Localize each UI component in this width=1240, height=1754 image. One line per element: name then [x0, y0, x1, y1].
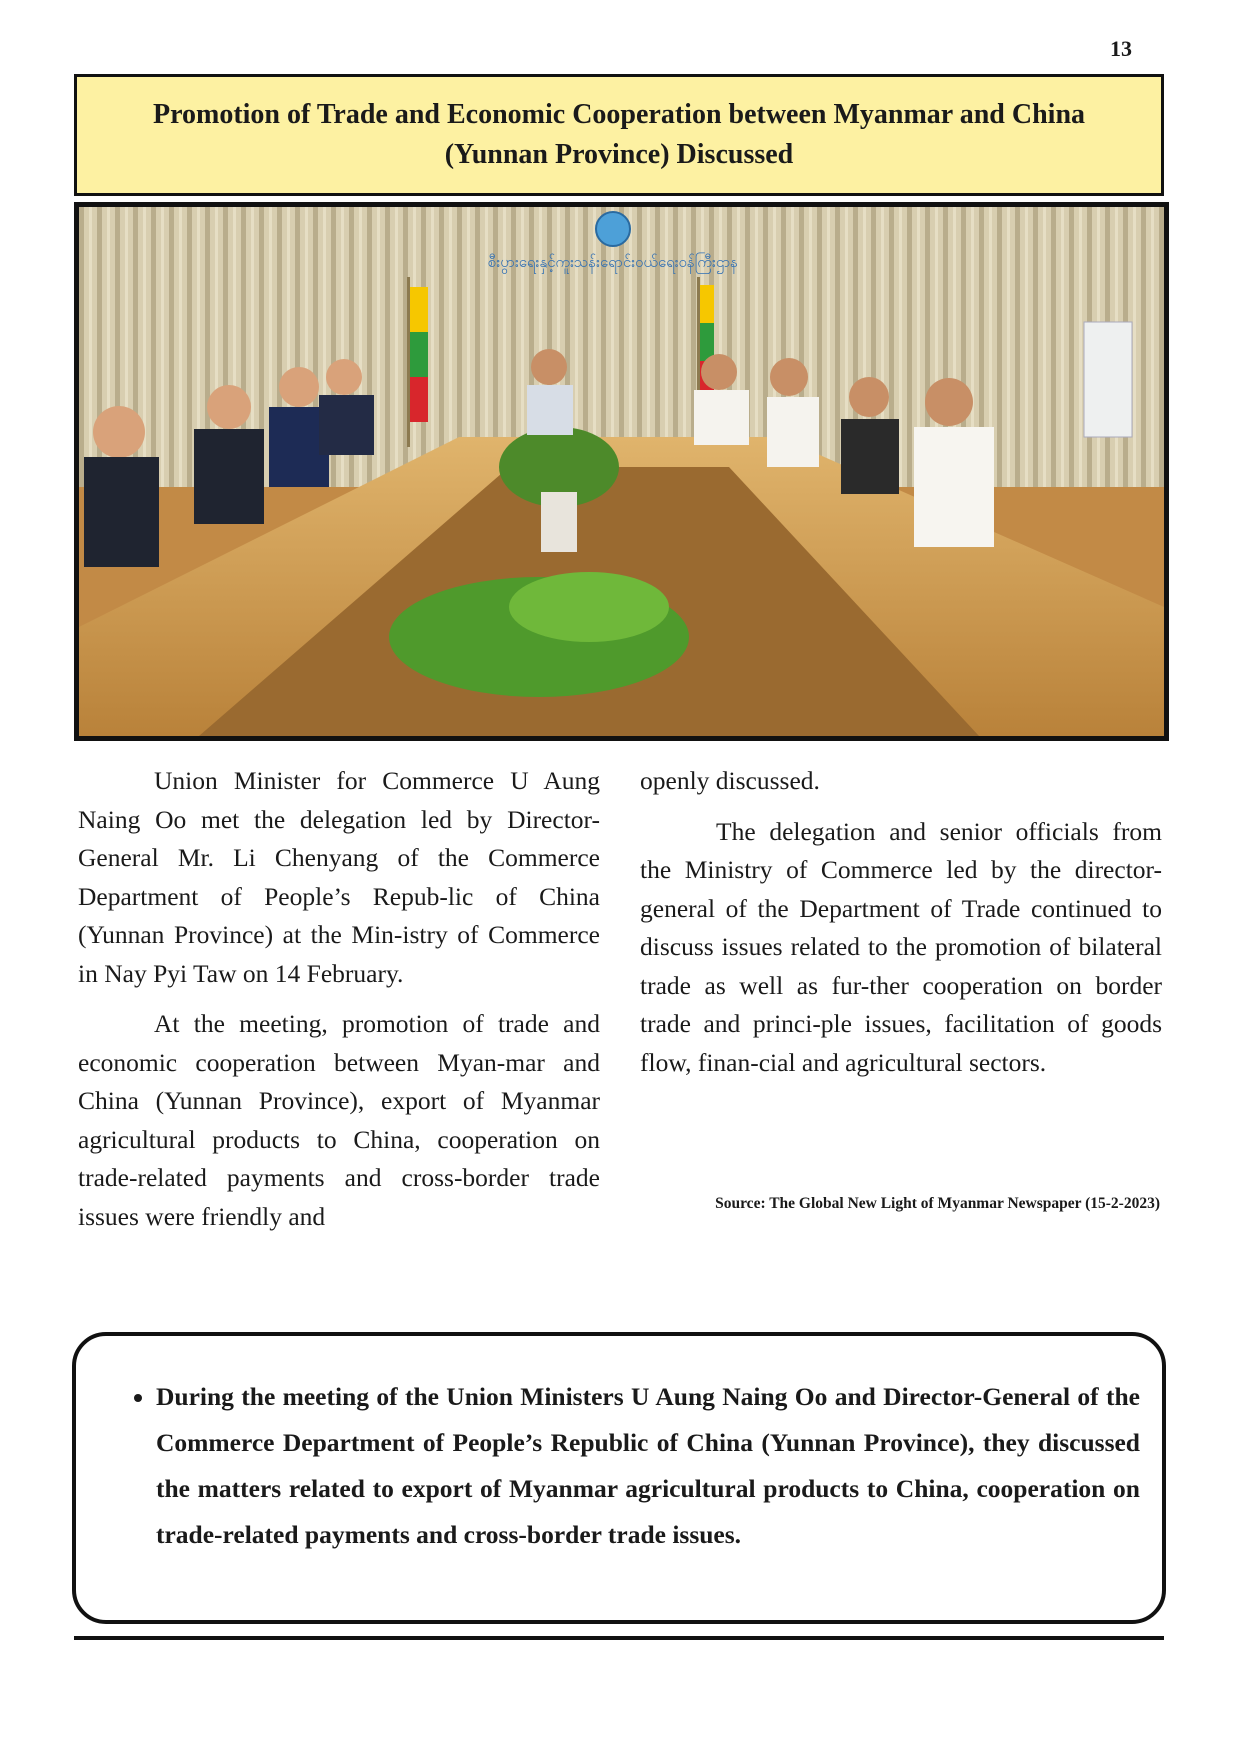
- article-title-box: [74, 74, 1164, 196]
- bottom-divider: [74, 1636, 1164, 1640]
- summary-list: [98, 1374, 1140, 1558]
- article-left-column: [78, 762, 600, 1248]
- article-paragraph-1: Union Minister for Commerce U Aung Naing Oo met the delegation led by Director-General Mr. Li Chenyang of the Commerce Department of People’s Repub-lic of China (Yunnan Province) at the Min-istry of Commerce in Nay Pyi Taw on 14 February.: [78, 766, 600, 988]
- article-right-column: [640, 762, 1162, 1094]
- article-source: Source: The Global New Light of Myanmar Newspaper (15-2-2023): [715, 1195, 1160, 1212]
- article-paragraph-2-continued: openly discussed.: [640, 766, 820, 795]
- summary-box: [72, 1332, 1166, 1624]
- myanmar-flag-left: [407, 277, 428, 447]
- air-conditioner: [1084, 322, 1132, 437]
- summary-bullet: • During the meeting of the Union Ministers U Aung Naing Oo and Director-General of the Commerce Department of People’s Republic of China (Yunnan Province), they discussed the matters related to export of Myanmar agricultural products to China, cooperation on trade-related payments and cross-border trade issues.: [156, 1374, 1140, 1558]
- meeting-photo: [74, 202, 1169, 741]
- page-number: 13: [1110, 36, 1132, 61]
- union-minister: [527, 349, 573, 435]
- ministry-banner-text: စီးပွားရေးနှင့်ကူးသန်းရောင်းဝယ်ရေးဝန်ကြီးဌာန: [487, 253, 739, 271]
- ministry-emblem-icon: [596, 212, 630, 246]
- article-title: [153, 95, 1085, 175]
- article-title-line-1: Promotion of Trade and Economic Cooperation between Myanmar and China: [152, 99, 1086, 130]
- article-paragraph-2: At the meeting, promotion of trade and economic cooperation between Myan-mar and China (Yunnan Province), export of Myanmar agricultural products to China, cooperation on trade-related payments and cross-border trade issues were friendly and: [78, 1009, 600, 1231]
- article-paragraph-3: The delegation and senior officials from the Ministry of Commerce led by the director-general of the Department of Trade continued to discuss issues related to the promotion of bilateral trade as well as fur-ther cooperation on border trade and princi-ple issues, facilitation of goods flow, finan-cial and agricultural sectors.: [640, 816, 1162, 1077]
- article-title-line-2: (Yunnan Province) Discussed: [444, 139, 794, 170]
